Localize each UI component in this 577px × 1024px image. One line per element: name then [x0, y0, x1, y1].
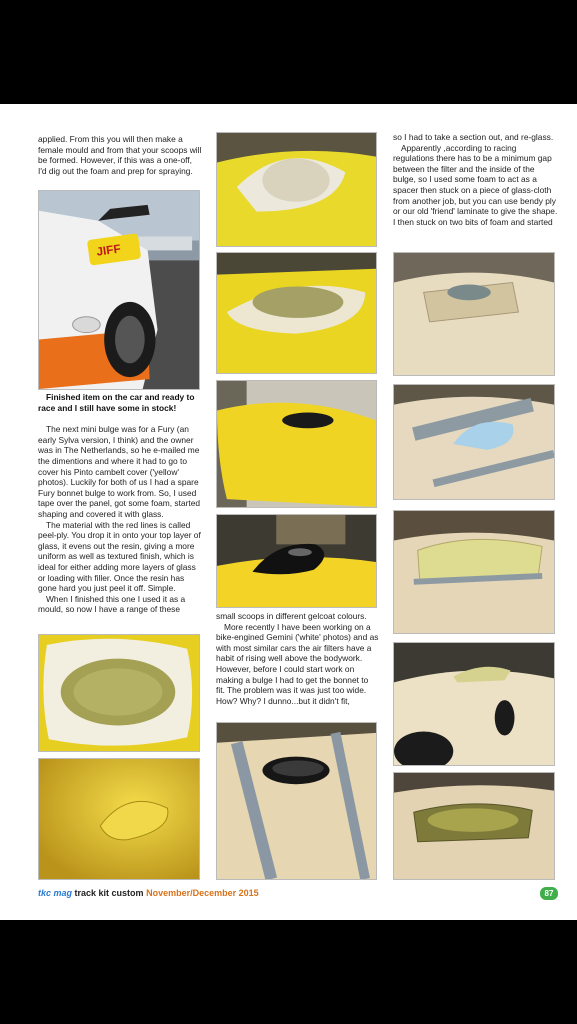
- photo-glass-laminate: [393, 510, 555, 634]
- column-2-text: [216, 611, 379, 706]
- photo-blue-foam-spacer: [393, 384, 555, 500]
- column-3-text: [393, 132, 558, 227]
- column-1-top: [38, 134, 202, 176]
- paragraph: When I finished this one I used it as a mould, so now I have a range of these: [38, 593, 186, 615]
- magazine-page: [0, 104, 577, 920]
- photo-peel-ply-mould: [38, 634, 200, 752]
- photo-green-scoop: [393, 772, 555, 880]
- page-footer: [38, 888, 558, 902]
- photo-bonnet-hole: [216, 380, 377, 508]
- footer-tkc-mag: tkc mag: [38, 888, 73, 898]
- photo-white-car-side: [393, 642, 555, 766]
- paragraph: The material with the red lines is called peel-ply. You drop it in onto your top layer of glass, it evens out the resin, giving a more uniform as well as textured finish, which is ideal for either adding more layers of glass or loading with filler. Once the resin has gone hard you just peel it off. Simple.: [38, 519, 201, 594]
- photo-race-car: [38, 190, 200, 390]
- photo-caption: Finished item on the car and ready to race and I still have some in stock!: [38, 392, 195, 413]
- photo-white-car-opening: [393, 252, 555, 376]
- page-number: 87: [540, 887, 558, 900]
- car-sponsor-sign: JIFF: [95, 241, 122, 259]
- paragraph: Apparently ,according to racing regulations there has to be a minimum gap between the filter and the inside of the bulge, so I used some foam to act as a spacer then stuck on a piece of glass-cloth from another job, but you can use bendy ply or our old 'friend' laminate to give the shape. I then stuck on two bits of foam and started: [393, 142, 558, 227]
- photo-yellow-bulge: [38, 758, 200, 880]
- photo-glass-cloth: [216, 252, 377, 374]
- photo-black-scoop: [216, 514, 377, 608]
- paragraph: More recently I have been working on a bike-engined Gemini ('white' photos) and as with most similar cars the air filters have a habit of rising well above the bodywork. However, before I could start work on making a bulge I had to get the bonnet to fit. The problem was it was just too wide. How? Why? I dunno...but it didn't fit,: [216, 621, 379, 706]
- paragraph: so I had to take a section out, and re-glass.: [393, 132, 554, 142]
- footer-brand-name: track kit custom: [74, 888, 144, 898]
- paragraph: applied. From this you will then make a female mould and from that your scoops will be formed. However, if this was a one-off, I'd dig out the foam and prep for spraying.: [38, 134, 202, 176]
- paragraph: The next mini bulge was for a Fury (an early Sylva version, I think) and the owner was in The Netherlands, so he e-mailed me the dimentions and where it had to go to cover his Pinto cambelt cover ('yellow' photos). Luckily for both of us I had a spare Fury bonnet bulge to work from. So, I used tape over the panel, got some foam, started shaping and covered it with glass.: [38, 424, 201, 519]
- photo-white-bonnet-filter: [216, 722, 377, 880]
- paragraph: small scoops in different gelcoat colours.: [216, 611, 367, 621]
- column-1-bottom: [38, 392, 202, 615]
- photo-foam-on-bonnet: [216, 132, 377, 247]
- magazine-brand: [38, 888, 259, 898]
- footer-issue-date: November/December 2015: [146, 888, 259, 898]
